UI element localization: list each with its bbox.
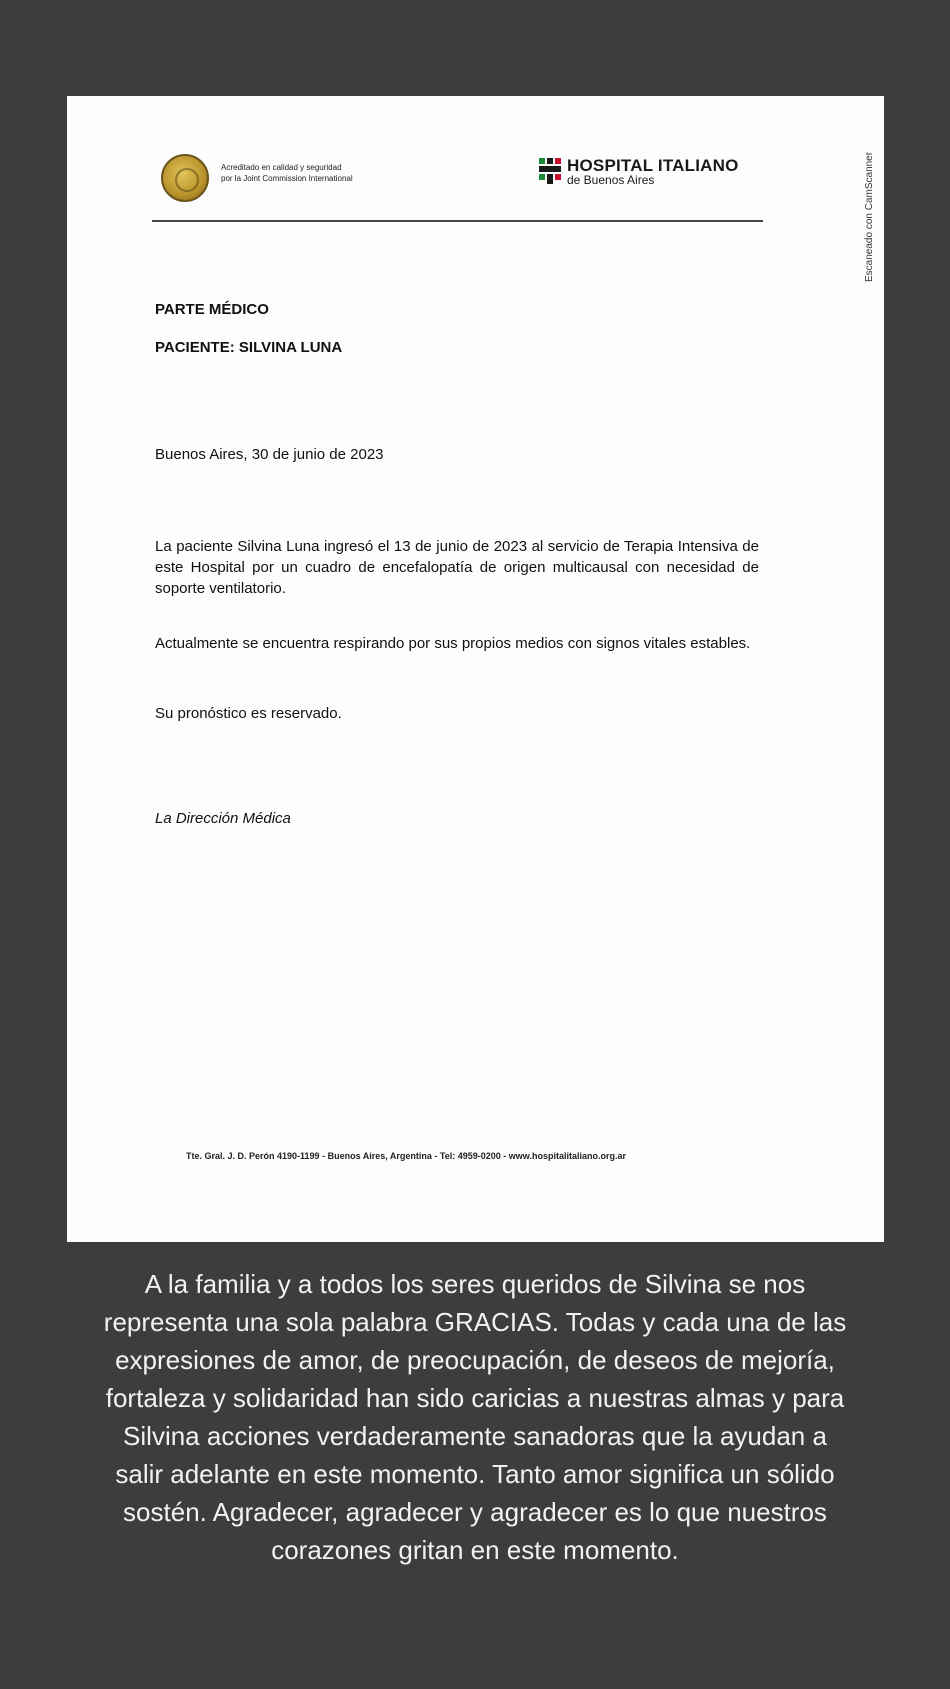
report-paragraph-prognosis: Su pronóstico es reservado. — [155, 705, 342, 722]
report-signature: La Dirección Médica — [155, 810, 291, 827]
hospital-cross-logo-icon — [539, 158, 561, 184]
report-paragraph-status: Actualmente se encuentra respirando por sus propios medios con signos vitales estables. — [155, 635, 751, 652]
accreditation-line-1: Acreditado en calidad y seguridad — [221, 163, 342, 172]
medical-report-document — [67, 96, 884, 1242]
report-paragraph-admission: La paciente Silvina Luna ingresó el 13 de junio de 2023 al servicio de Terapia Intensiva de este Hospital por un cuadro de encefalopatía de origen multicausal con necesidad de soporte ventilatorio. — [155, 538, 759, 597]
accreditation-text — [221, 162, 353, 184]
report-date: Buenos Aires, 30 de junio de 2023 — [155, 446, 384, 463]
hospital-name: HOSPITAL ITALIANO — [567, 156, 739, 175]
hospital-subtitle: de Buenos Aires — [567, 173, 655, 187]
accreditation-line-2: por la Joint Commission International — [221, 174, 353, 183]
scanner-watermark: Escaneado con CamScanner — [864, 151, 875, 282]
report-heading: PARTE MÉDICO — [155, 301, 269, 318]
header-divider — [152, 220, 763, 222]
hospital-footer-address: Tte. Gral. J. D. Perón 4190-1199 - Buenos Aires, Argentina - Tel: 4959-0200 - www.hospitalitaliano.org.ar — [186, 1151, 626, 1161]
story-caption: A la familia y a todos los seres queridos de Silvina se nos representa una sola palabra GRACIAS. Todas y cada una de las expresiones de amor, de preocupación, de deseos de mejoría, fortaleza y solidaridad han sido caricias a nuestras almas y para Silvina acciones verdaderamente sanadoras que la ayudan a salir adelante en este momento. Tanto amor significa un sólido sostén. Agradecer, agradecer y agradecer es lo que nuestros corazones gritan en este momento. — [103, 1269, 847, 1565]
accreditation-seal-icon — [161, 154, 209, 202]
patient-name: PACIENTE: SILVINA LUNA — [155, 339, 343, 356]
